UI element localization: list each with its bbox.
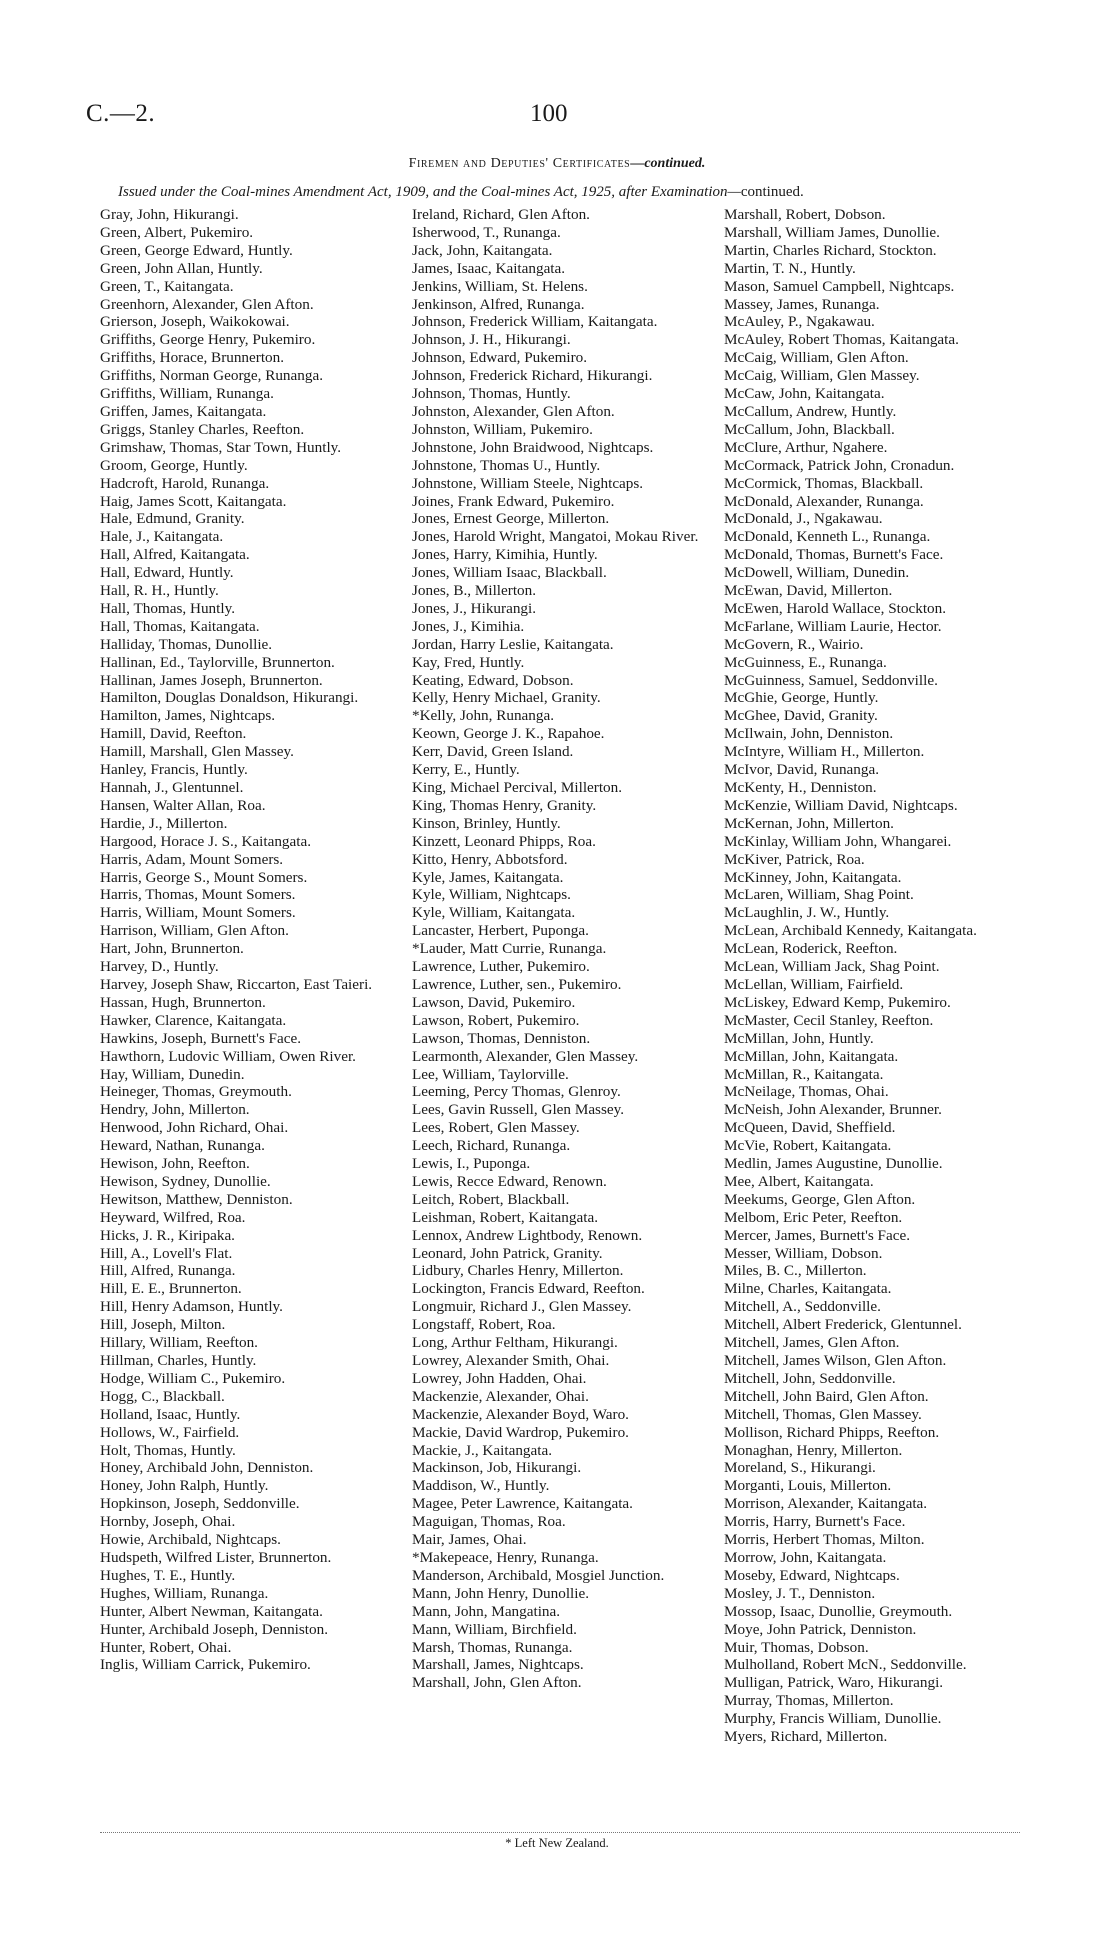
certificate-holder-entry: Myers, Richard, Millerton.: [724, 1728, 888, 1746]
certificate-holder-entry: McVie, Robert, Kaitangata.: [724, 1137, 892, 1155]
certificate-holder-entry: Kelly, Henry Michael, Granity.: [412, 689, 601, 707]
certificate-holder-entry: Johnson, Frederick William, Kaitangata.: [412, 313, 658, 331]
certificate-holder-entry: Mackinson, Job, Hikurangi.: [412, 1459, 582, 1477]
certificate-holder-entry: Mackenzie, Alexander Boyd, Waro.: [412, 1405, 629, 1423]
certificate-holder-entry: Mitchell, Albert Frederick, Glentunnel.: [724, 1316, 962, 1334]
certificate-holder-entry: Johnson, Thomas, Huntly.: [412, 385, 571, 403]
certificate-holder-entry: Mercer, James, Burnett's Face.: [724, 1226, 911, 1244]
certificate-holder-entry: McEwen, Harold Wallace, Stockton.: [724, 599, 947, 617]
certificate-holder-entry: Hall, R. H., Huntly.: [100, 582, 219, 600]
certificate-holder-entry: Kinzett, Leonard Phipps, Roa.: [412, 832, 596, 850]
name-column-2: [412, 206, 702, 1692]
certificate-holder-entry: Lidbury, Charles Henry, Millerton.: [412, 1262, 624, 1280]
certificate-holder-entry: Harris, Thomas, Mount Somers.: [100, 886, 296, 904]
certificate-holder-entry: McDonald, Thomas, Burnett's Face.: [724, 546, 944, 564]
certificate-holder-entry: Lewis, I., Puponga.: [412, 1155, 531, 1173]
certificate-holder-entry: Johnson, J. H., Hikurangi.: [412, 331, 571, 349]
certificate-holder-entry: Hall, Alfred, Kaitangata.: [100, 546, 250, 564]
certificate-holder-entry: McLiskey, Edward Kemp, Pukemiro.: [724, 993, 951, 1011]
certificate-holder-entry: Hollows, W., Fairfield.: [100, 1423, 240, 1441]
certificate-holder-entry: Hicks, J. R., Kiripaka.: [100, 1226, 235, 1244]
certificate-holder-entry: McKenzie, William David, Nightcaps.: [724, 796, 958, 814]
certificate-holder-entry: Martin, Charles Richard, Stockton.: [724, 241, 937, 259]
certificate-holder-entry: Groom, George, Huntly.: [100, 456, 248, 474]
certificate-holder-entry: King, Michael Percival, Millerton.: [412, 779, 623, 796]
certificate-holder-entry: Johnston, Alexander, Glen Afton.: [412, 402, 615, 420]
certificate-holder-entry: McDowell, William, Dunedin.: [724, 564, 910, 582]
certificate-holder-entry: Jones, William Isaac, Blackball.: [412, 564, 607, 582]
certificate-holder-entry: McKiver, Patrick, Roa.: [724, 850, 865, 868]
certificate-holder-entry: McKinney, John, Kaitangata.: [724, 868, 902, 886]
certificate-holder-entry: Massey, James, Runanga.: [724, 295, 880, 313]
name-column-1: [100, 206, 390, 1674]
certificate-holder-entry: Jordan, Harry Leslie, Kaitangata.: [412, 635, 614, 653]
certificate-holder-entry: McKinlay, William John, Whangarei.: [724, 832, 952, 850]
certificate-holder-entry: Jones, Ernest George, Millerton.: [412, 510, 610, 528]
certificate-holder-entry: Hanley, Francis, Huntly.: [100, 761, 248, 779]
certificate-holder-entry: Magee, Peter Lawrence, Kaitangata.: [412, 1495, 633, 1513]
certificate-holder-entry: Hadcroft, Harold, Runanga.: [100, 474, 270, 492]
certificate-holder-entry: McGovern, R., Wairio.: [724, 635, 864, 653]
certificate-holder-entry: Honey, Archibald John, Denniston.: [100, 1459, 314, 1477]
certificate-holder-entry: Griffiths, George Henry, Pukemiro.: [100, 331, 316, 349]
footnote-divider: [100, 1832, 1020, 1833]
certificate-holder-entry: James, Isaac, Kaitangata.: [412, 259, 566, 277]
certificate-holder-entry: Lawrence, Luther, sen., Pukemiro.: [412, 975, 622, 993]
certificate-holder-entry: Mitchell, James Wilson, Glen Afton.: [724, 1352, 947, 1369]
certificate-holder-entry: Marshall, William James, Dunollie.: [724, 223, 940, 241]
certificate-holder-entry: Leonard, John Patrick, Granity.: [412, 1244, 603, 1262]
certificate-holder-entry: McLean, William Jack, Shag Point.: [724, 958, 940, 976]
certificate-holder-entry: McCallum, Andrew, Huntly.: [724, 402, 897, 420]
certificate-holder-entry: Mulligan, Patrick, Waro, Hikurangi.: [724, 1674, 944, 1692]
certificate-holder-entry: Hannah, J., Glentunnel.: [100, 779, 244, 796]
certificate-holder-entry: Kerr, David, Green Island.: [412, 743, 574, 761]
document-reference: C.—2.: [86, 100, 156, 127]
certificate-holder-entry: Hamill, David, Reefton.: [100, 725, 247, 743]
certificate-holder-entry: McCormick, Thomas, Blackball.: [724, 474, 924, 492]
certificate-holder-entry: Moye, John Patrick, Denniston.: [724, 1620, 917, 1638]
certificate-holder-entry: Monaghan, Henry, Millerton.: [724, 1441, 903, 1459]
certificate-holder-entry: Hall, Thomas, Huntly.: [100, 599, 235, 617]
certificate-holder-entry: Marsh, Thomas, Runanga.: [412, 1638, 573, 1656]
certificate-holder-entry: Mollison, Richard Phipps, Reefton.: [724, 1423, 940, 1441]
certificate-holder-entry: Hughes, T. E., Huntly.: [100, 1566, 236, 1584]
certificate-holder-entry: Hallinan, Ed., Taylorville, Brunnerton.: [100, 653, 335, 671]
certificate-holder-entry: Lee, William, Taylorville.: [412, 1065, 569, 1083]
certificate-holder-entry: Medlin, James Augustine, Dunollie.: [724, 1155, 943, 1173]
certificate-holder-entry: Hardie, J., Millerton.: [100, 814, 228, 832]
certificate-holder-entry: Lees, Gavin Russell, Glen Massey.: [412, 1101, 625, 1119]
certificate-holder-entry: McIvor, David, Runanga.: [724, 761, 880, 779]
certificate-holder-entry: Hill, Henry Adamson, Huntly.: [100, 1298, 283, 1316]
certificate-holder-entry: Hughes, William, Runanga.: [100, 1584, 269, 1602]
section-title-continued: —continued.: [630, 156, 706, 171]
certificate-holder-entry: *Makepeace, Henry, Runanga.: [412, 1548, 599, 1566]
certificate-holder-entry: Keating, Edward, Dobson.: [412, 671, 574, 689]
certificate-holder-entry: Mann, John, Mangatina.: [412, 1602, 561, 1620]
certificate-holder-entry: Lancaster, Herbert, Puponga.: [412, 922, 589, 940]
certificate-holder-entry: Marshall, James, Nightcaps.: [412, 1656, 584, 1674]
certificate-holder-entry: Griffen, James, Kaitangata.: [100, 402, 267, 420]
certificate-holder-entry: Moseby, Edward, Nightcaps.: [724, 1566, 900, 1584]
certificate-holder-entry: Green, T., Kaitangata.: [100, 277, 234, 295]
certificate-holder-entry: Mulholland, Robert McN., Seddonville.: [724, 1656, 967, 1674]
certificate-holder-entry: Kyle, William, Nightcaps.: [412, 886, 571, 904]
certificate-holder-entry: Leishman, Robert, Kaitangata.: [412, 1208, 598, 1226]
certificate-holder-entry: Hunter, Robert, Ohai.: [100, 1638, 232, 1656]
certificate-holder-entry: Hillary, William, Reefton.: [100, 1334, 258, 1352]
certificate-holder-entry: Mair, James, Ohai.: [412, 1531, 527, 1549]
certificate-holder-entry: Leitch, Robert, Blackball.: [412, 1190, 570, 1208]
certificate-holder-entry: Keown, George J. K., Rapahoe.: [412, 725, 605, 743]
certificate-holder-entry: Hawthorn, Ludovic William, Owen River.: [100, 1047, 356, 1065]
certificate-holder-entry: Murphy, Francis William, Dunollie.: [724, 1710, 942, 1728]
certificate-holder-entry: Green, George Edward, Huntly.: [100, 241, 293, 259]
certificate-holder-entry: Griffiths, Norman George, Runanga.: [100, 367, 323, 385]
certificate-holder-entry: Johnston, William, Pukemiro.: [412, 420, 593, 438]
certificate-holder-entry: Kerry, E., Huntly.: [412, 761, 520, 779]
certificate-holder-entry: Jones, J., Kimihia.: [412, 617, 525, 635]
certificate-holder-entry: Hassan, Hugh, Brunnerton.: [100, 993, 266, 1011]
certificate-holder-entry: Morrison, Alexander, Kaitangata.: [724, 1495, 928, 1513]
certificate-holder-entry: Lawson, David, Pukemiro.: [412, 993, 576, 1011]
certificate-holder-entry: Greenhorn, Alexander, Glen Afton.: [100, 295, 314, 313]
certificate-holder-entry: Mitchell, A., Seddonville.: [724, 1298, 881, 1316]
certificate-holder-entry: Ireland, Richard, Glen Afton.: [412, 206, 590, 223]
certificate-holder-entry: Mossop, Isaac, Dunollie, Greymouth.: [724, 1602, 953, 1620]
certificate-holder-entry: McQueen, David, Sheffield.: [724, 1119, 896, 1137]
certificate-holder-entry: McMaster, Cecil Stanley, Reefton.: [724, 1011, 934, 1029]
certificate-holder-entry: Hogg, C., Blackball.: [100, 1387, 225, 1405]
certificate-holder-entry: Melbom, Eric Peter, Reefton.: [724, 1208, 903, 1226]
certificate-holder-entry: Joines, Frank Edward, Pukemiro.: [412, 492, 615, 510]
certificate-holder-entry: Griffiths, William, Runanga.: [100, 385, 274, 403]
certificate-holder-entry: McLaughlin, J. W., Huntly.: [724, 904, 890, 922]
certificate-holder-entry: Mackenzie, Alexander, Ohai.: [412, 1387, 589, 1405]
subtitle-continued: continued.: [740, 184, 804, 200]
certificate-holder-entry: Holt, Thomas, Huntly.: [100, 1441, 236, 1459]
certificate-holder-entry: Kinson, Brinley, Huntly.: [412, 814, 561, 832]
certificate-holder-entry: Marshall, Robert, Dobson.: [724, 206, 886, 223]
certificate-holder-entry: Hill, E. E., Brunnerton.: [100, 1280, 242, 1298]
certificate-holder-entry: Kyle, James, Kaitangata.: [412, 868, 564, 886]
certificate-holder-entry: McNeish, John Alexander, Brunner.: [724, 1101, 942, 1119]
page-number: 100: [530, 100, 568, 127]
certificate-holder-entry: Lawson, Robert, Pukemiro.: [412, 1011, 580, 1029]
certificate-holder-entry: Green, Albert, Pukemiro.: [100, 223, 254, 241]
certificate-holder-entry: Jones, Harry, Kimihia, Huntly.: [412, 546, 598, 564]
certificate-holder-entry: Mitchell, James, Glen Afton.: [724, 1334, 900, 1352]
certificate-holder-entry: Morris, Herbert Thomas, Milton.: [724, 1531, 925, 1549]
certificate-holder-entry: McKernan, John, Millerton.: [724, 814, 894, 832]
certificate-holder-entry: Johnson, Edward, Pukemiro.: [412, 349, 588, 367]
certificate-holder-entry: Lowrey, John Hadden, Ohai.: [412, 1369, 587, 1387]
certificate-holder-entry: Hawker, Clarence, Kaitangata.: [100, 1011, 287, 1029]
certificate-holder-entry: Kitto, Henry, Abbotsford.: [412, 850, 568, 868]
certificate-holder-entry: Hamilton, James, Nightcaps.: [100, 707, 276, 725]
certificate-holder-entry: Hart, John, Brunnerton.: [100, 940, 244, 958]
certificate-holder-entry: *Kelly, John, Runanga.: [412, 707, 555, 725]
certificate-holder-entry: McGhee, David, Granity.: [724, 707, 878, 725]
certificate-holder-entry: McClure, Arthur, Ngahere.: [724, 438, 888, 456]
certificate-holder-entry: Heineger, Thomas, Greymouth.: [100, 1083, 292, 1101]
certificate-holder-entry: Hall, Edward, Huntly.: [100, 564, 234, 582]
certificate-holder-entry: Johnson, Frederick Richard, Hikurangi.: [412, 367, 653, 385]
certificate-holder-entry: Hamilton, Douglas Donaldson, Hikurangi.: [100, 689, 359, 707]
certificate-holder-entry: Honey, John Ralph, Huntly.: [100, 1477, 269, 1495]
certificate-holder-entry: McFarlane, William Laurie, Hector.: [724, 617, 942, 635]
certificate-holder-entry: Milne, Charles, Kaitangata.: [724, 1280, 892, 1298]
certificate-holder-entry: Moreland, S., Hikurangi.: [724, 1459, 876, 1477]
certificate-holder-entry: Harrison, William, Glen Afton.: [100, 922, 289, 940]
certificate-holder-entry: McIlwain, John, Denniston.: [724, 725, 894, 743]
certificate-holder-entry: Hansen, Walter Allan, Roa.: [100, 796, 266, 814]
certificate-holder-entry: Harris, Adam, Mount Somers.: [100, 850, 284, 868]
certificate-holder-entry: Lees, Robert, Glen Massey.: [412, 1119, 580, 1137]
certificate-holder-entry: Lockington, Francis Edward, Reefton.: [412, 1280, 645, 1298]
certificate-holder-entry: Hillman, Charles, Huntly.: [100, 1352, 257, 1369]
certificate-holder-entry: Lowrey, Alexander Smith, Ohai.: [412, 1352, 610, 1369]
certificate-holder-entry: Hewison, John, Reefton.: [100, 1155, 250, 1173]
certificate-holder-entry: McDonald, Alexander, Runanga.: [724, 492, 924, 510]
certificate-holder-entry: Hodge, William C., Pukemiro.: [100, 1369, 286, 1387]
certificate-holder-entry: Grimshaw, Thomas, Star Town, Huntly.: [100, 438, 342, 456]
certificate-holder-entry: McAuley, P., Ngakawau.: [724, 313, 875, 331]
certificate-holder-entry: Hawkins, Joseph, Burnett's Face.: [100, 1029, 301, 1047]
certificate-holder-entry: Leech, Richard, Runanga.: [412, 1137, 571, 1155]
certificate-holder-entry: Learmonth, Alexander, Glen Massey.: [412, 1047, 639, 1065]
certificate-holder-entry: Henwood, John Richard, Ohai.: [100, 1119, 289, 1137]
certificate-holder-entry: Mackie, David Wardrop, Pukemiro.: [412, 1423, 629, 1441]
certificate-holder-entry: McCallum, John, Blackball.: [724, 420, 895, 438]
certificate-holder-entry: Longstaff, Robert, Roa.: [412, 1316, 556, 1334]
certificate-holder-entry: Kay, Fred, Huntly.: [412, 653, 525, 671]
certificate-holder-entry: Howie, Archibald, Nightcaps.: [100, 1531, 281, 1549]
certificate-holder-entry: Harris, George S., Mount Somers.: [100, 868, 308, 886]
certificate-holder-entry: McGhie, George, Huntly.: [724, 689, 879, 707]
certificate-holder-entry: Morganti, Louis, Millerton.: [724, 1477, 892, 1495]
certificate-holder-entry: McLaren, William, Shag Point.: [724, 886, 914, 904]
certificate-holder-entry: McLean, Archibald Kennedy, Kaitangata.: [724, 922, 977, 940]
certificate-holder-entry: Mason, Samuel Campbell, Nightcaps.: [724, 277, 955, 295]
certificate-holder-entry: McKenty, H., Denniston.: [724, 779, 877, 796]
certificate-holder-entry: Muir, Thomas, Dobson.: [724, 1638, 869, 1656]
certificate-holder-entry: Morris, Harry, Burnett's Face.: [724, 1513, 906, 1531]
certificate-holder-entry: Hewitson, Matthew, Denniston.: [100, 1190, 293, 1208]
section-title: [0, 156, 1114, 172]
certificate-holder-entry: McIntyre, William H., Millerton.: [724, 743, 925, 761]
certificate-holder-entry: Jack, John, Kaitangata.: [412, 241, 553, 259]
certificate-holder-entry: Hargood, Horace J. S., Kaitangata.: [100, 832, 312, 850]
certificate-holder-entry: Hill, Joseph, Milton.: [100, 1316, 226, 1334]
certificate-holder-entry: Holland, Isaac, Huntly.: [100, 1405, 241, 1423]
certificate-holder-entry: Johnstone, John Braidwood, Nightcaps.: [412, 438, 654, 456]
certificate-holder-entry: Hopkinson, Joseph, Seddonville.: [100, 1495, 300, 1513]
certificate-holder-entry: Hale, Edmund, Granity.: [100, 510, 245, 528]
certificate-holder-entry: Harvey, Joseph Shaw, Riccarton, East Taieri.: [100, 975, 373, 993]
certificate-holder-entry: Lawson, Thomas, Denniston.: [412, 1029, 591, 1047]
certificate-holder-entry: Griffiths, Horace, Brunnerton.: [100, 349, 285, 367]
certificate-holder-entry: McAuley, Robert Thomas, Kaitangata.: [724, 331, 959, 349]
certificate-holder-entry: Grierson, Joseph, Waikokowai.: [100, 313, 290, 331]
certificate-holder-entry: Hudspeth, Wilfred Lister, Brunnerton.: [100, 1548, 332, 1566]
certificate-holder-entry: Hamill, Marshall, Glen Massey.: [100, 743, 294, 761]
certificate-holder-entry: Jones, J., Hikurangi.: [412, 599, 537, 617]
certificate-holder-entry: Halliday, Thomas, Dunollie.: [100, 635, 273, 653]
certificate-holder-entry: King, Thomas Henry, Granity.: [412, 796, 597, 814]
certificate-holder-entry: Inglis, William Carrick, Pukemiro.: [100, 1656, 311, 1674]
certificate-holder-entry: Hill, A., Lovell's Flat.: [100, 1244, 233, 1262]
certificate-holder-entry: Hill, Alfred, Runanga.: [100, 1262, 236, 1280]
certificate-holder-entry: Hale, J., Kaitangata.: [100, 528, 224, 546]
certificate-holder-entry: Maguigan, Thomas, Roa.: [412, 1513, 566, 1531]
certificate-holder-entry: Murray, Thomas, Millerton.: [724, 1692, 894, 1710]
certificate-holder-entry: Martin, T. N., Huntly.: [724, 259, 856, 277]
certificate-holder-entry: McMillan, John, Huntly.: [724, 1029, 874, 1047]
certificate-holder-entry: Jenkinson, Alfred, Runanga.: [412, 295, 585, 313]
certificate-holder-entry: Mitchell, Thomas, Glen Massey.: [724, 1405, 922, 1423]
certificate-holder-entry: Mosley, J. T., Denniston.: [724, 1584, 876, 1602]
certificate-holder-entry: McNeilage, Thomas, Ohai.: [724, 1083, 889, 1101]
certificate-holder-entry: McCormack, Patrick John, Cronadun.: [724, 456, 955, 474]
certificate-holder-entry: Hall, Thomas, Kaitangata.: [100, 617, 260, 635]
certificate-holder-entry: Johnstone, Thomas U., Huntly.: [412, 456, 601, 474]
certificate-holder-entry: McCaw, John, Kaitangata.: [724, 385, 885, 403]
certificate-holder-entry: Longmuir, Richard J., Glen Massey.: [412, 1298, 632, 1316]
certificate-holder-entry: McGuinness, Samuel, Seddonville.: [724, 671, 938, 689]
certificate-holder-entry: Leeming, Percy Thomas, Glenroy.: [412, 1083, 621, 1101]
certificate-holder-entry: Johnstone, William Steele, Nightcaps.: [412, 474, 644, 492]
certificate-holder-entry: Mitchell, John Baird, Glen Afton.: [724, 1387, 929, 1405]
certificate-holder-entry: McDonald, J., Ngakawau.: [724, 510, 883, 528]
certificate-holder-entry: Morrow, John, Kaitangata.: [724, 1548, 887, 1566]
certificate-holder-entry: Mann, John Henry, Dunollie.: [412, 1584, 590, 1602]
certificate-holder-entry: McLellan, William, Fairfield.: [724, 975, 904, 993]
certificate-holder-entry: Lennox, Andrew Lightbody, Renown.: [412, 1226, 643, 1244]
certificate-holder-entry: Lawrence, Luther, Pukemiro.: [412, 958, 590, 976]
certificate-holder-entry: Maddison, W., Huntly.: [412, 1477, 550, 1495]
section-subtitle: [118, 184, 1018, 201]
certificate-holder-entry: Marshall, John, Glen Afton.: [412, 1674, 582, 1692]
certificate-holder-entry: Jenkins, William, St. Helens.: [412, 277, 588, 295]
certificate-holder-entry: Isherwood, T., Runanga.: [412, 223, 561, 241]
certificate-holder-entry: Miles, B. C., Millerton.: [724, 1262, 867, 1280]
certificate-holder-entry: McMillan, R., Kaitangata.: [724, 1065, 884, 1083]
certificate-holder-entry: Hewison, Sydney, Dunollie.: [100, 1172, 271, 1190]
certificate-holder-entry: Jones, Harold Wright, Mangatoi, Mokau River.: [412, 528, 699, 546]
footnote: * Left New Zealand.: [505, 1836, 609, 1850]
certificate-holder-entry: McGuinness, E., Runanga.: [724, 653, 887, 671]
certificate-holder-entry: Harris, William, Mount Somers.: [100, 904, 296, 922]
certificate-holder-entry: Meekums, George, Glen Afton.: [724, 1190, 916, 1208]
certificate-holder-entry: Griggs, Stanley Charles, Reefton.: [100, 420, 305, 438]
certificate-holder-entry: Jones, B., Millerton.: [412, 582, 537, 600]
certificate-holder-entry: Heyward, Wilfred, Roa.: [100, 1208, 246, 1226]
certificate-holder-entry: Green, John Allan, Huntly.: [100, 259, 263, 277]
certificate-holder-entry: Mann, William, Birchfield.: [412, 1620, 577, 1638]
certificate-holder-entry: McMillan, John, Kaitangata.: [724, 1047, 899, 1065]
certificate-holder-entry: McDonald, Kenneth L., Runanga.: [724, 528, 931, 546]
certificate-holder-entry: Hunter, Archibald Joseph, Denniston.: [100, 1620, 329, 1638]
certificate-holder-entry: Messer, William, Dobson.: [724, 1244, 883, 1262]
name-column-3: [724, 206, 1020, 1746]
certificate-holder-entry: Long, Arthur Feltham, Hikurangi.: [412, 1334, 618, 1352]
certificate-holder-entry: Manderson, Archibald, Mosgiel Junction.: [412, 1566, 665, 1584]
certificate-holder-entry: Hallinan, James Joseph, Brunnerton.: [100, 671, 323, 689]
certificate-holder-entry: Gray, John, Hikurangi.: [100, 206, 239, 223]
certificate-holder-entry: McCaig, William, Glen Massey.: [724, 367, 920, 385]
certificate-holder-entry: Haig, James Scott, Kaitangata.: [100, 492, 287, 510]
section-title-text: Firemen and Deputies' Certificates: [408, 156, 631, 171]
certificate-holder-entry: Mackie, J., Kaitangata.: [412, 1441, 553, 1459]
certificate-holder-entry: McLean, Roderick, Reefton.: [724, 940, 898, 958]
certificate-holder-entry: Mitchell, John, Seddonville.: [724, 1369, 896, 1387]
certificate-holder-entry: Lewis, Recce Edward, Renown.: [412, 1172, 607, 1190]
certificate-holder-entry: Heward, Nathan, Runanga.: [100, 1137, 265, 1155]
certificate-holder-entry: Hornby, Joseph, Ohai.: [100, 1513, 236, 1531]
certificate-holder-entry: McCaig, William, Glen Afton.: [724, 349, 909, 367]
certificate-holder-entry: Hunter, Albert Newman, Kaitangata.: [100, 1602, 323, 1620]
certificate-holder-entry: Harvey, D., Huntly.: [100, 958, 219, 976]
certificate-holder-entry: McEwan, David, Millerton.: [724, 582, 893, 600]
certificate-holder-entry: Hendry, John, Millerton.: [100, 1101, 250, 1119]
certificate-holder-entry: Kyle, William, Kaitangata.: [412, 904, 576, 922]
certificate-holder-entry: Mee, Albert, Kaitangata.: [724, 1172, 874, 1190]
certificate-holder-entry: Hay, William, Dunedin.: [100, 1065, 245, 1083]
subtitle-text: Issued under the Coal-mines Amendment Act, 1909, and the Coal-mines Act, 1925, after Examination—: [118, 184, 741, 200]
certificate-holder-entry: *Lauder, Matt Currie, Runanga.: [412, 940, 607, 958]
